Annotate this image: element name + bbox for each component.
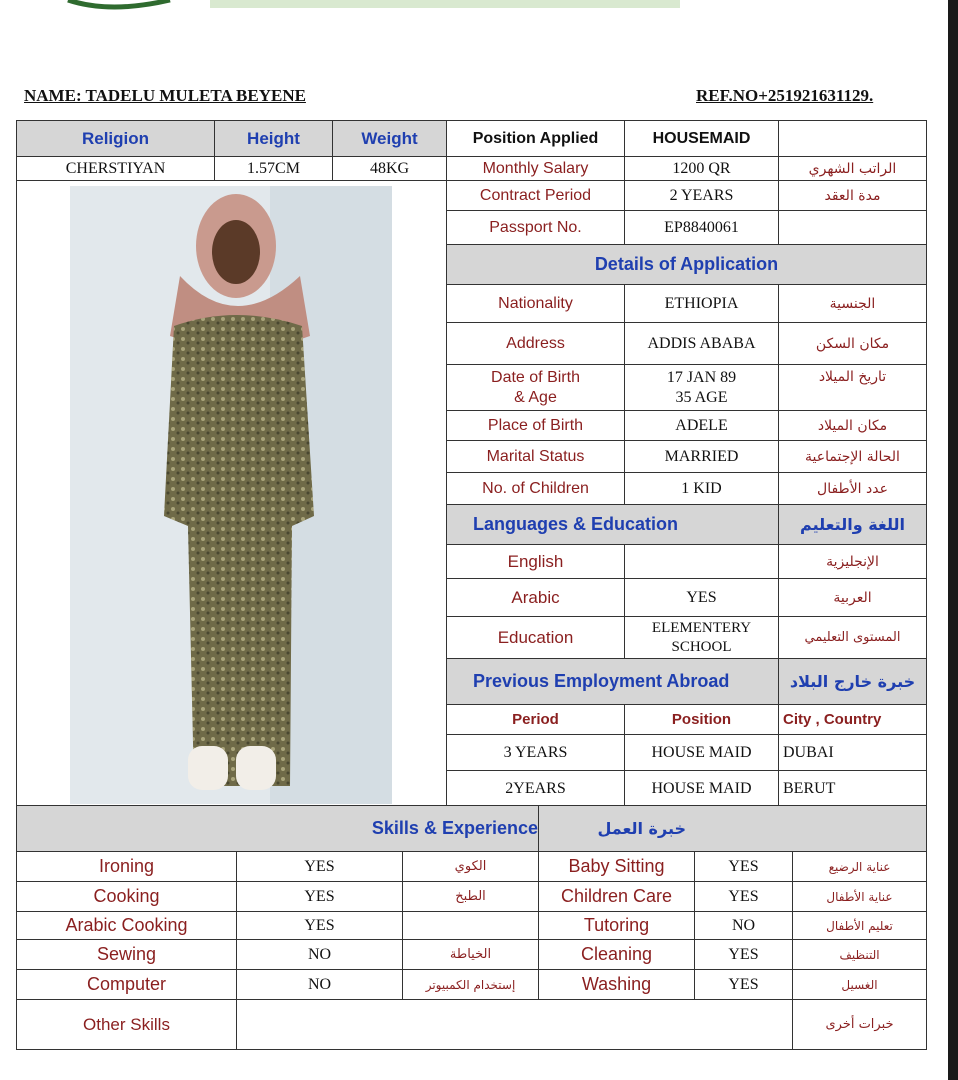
english-ar: الإنجليزية — [779, 545, 927, 579]
skill-label: Arabic Cooking — [17, 912, 237, 940]
contract-period-ar: مدة العقد — [779, 181, 927, 211]
marital-status-value: MARRIED — [625, 441, 779, 473]
education-label: Education — [447, 617, 625, 659]
application-details-table — [446, 120, 927, 807]
skill-ar: إستخدام الكمبيوتر — [403, 970, 539, 1000]
skill-value: YES — [237, 882, 403, 912]
skill-value: NO — [237, 940, 403, 970]
dob-label-line2: & Age — [514, 388, 557, 406]
skill-label: Sewing — [17, 940, 237, 970]
education-ar: المستوى التعليمي — [779, 617, 927, 659]
english-value — [625, 545, 779, 579]
skill-label: Tutoring — [539, 912, 695, 940]
position-applied-value: HOUSEMAID — [625, 121, 779, 157]
skill-ar: الطبخ — [403, 882, 539, 912]
monthly-salary-label: Monthly Salary — [447, 157, 625, 181]
skills-title-ar: خبرة العمل — [539, 806, 927, 852]
address-value: ADDIS ABABA — [625, 323, 779, 365]
skill-label: Washing — [539, 970, 695, 1000]
reference-number: REF.NO+251921631129. — [696, 86, 874, 105]
place-of-birth-value: ADELE — [625, 411, 779, 441]
skill-label: Children Care — [539, 882, 695, 912]
employment-period: 2YEARS — [447, 771, 625, 807]
skill-value: YES — [695, 852, 793, 882]
skill-value: YES — [237, 912, 403, 940]
height-value: 1.57CM — [215, 157, 333, 181]
place-of-birth-ar: مكان الميلاد — [779, 411, 927, 441]
dob-label — [447, 365, 625, 411]
contract-period-label: Contract Period — [447, 181, 625, 211]
monthly-salary-ar: الراتب الشهري — [779, 157, 927, 181]
screen-edge — [948, 0, 958, 1080]
employment-title-ar: خبرة خارج البلاد — [779, 659, 927, 705]
skill-ar: التنظيف — [793, 940, 927, 970]
contract-period-value: 2 YEARS — [625, 181, 779, 211]
dob-ar: تاريخ الميلاد — [779, 365, 927, 411]
agency-logo — [40, 0, 680, 14]
skill-ar — [403, 912, 539, 940]
languages-title-ar: اللغة والتعليم — [779, 505, 927, 545]
skill-row — [17, 912, 927, 940]
dob-age: 35 AGE — [675, 388, 728, 406]
col-position: Position — [625, 705, 779, 735]
children-label: No. of Children — [447, 473, 625, 505]
address-ar: مكان السكن — [779, 323, 927, 365]
skill-ar: الخياطة — [403, 940, 539, 970]
dob-label-line1: Date of Birth — [491, 368, 580, 386]
languages-title: Languages & Education — [447, 505, 779, 545]
dob-value — [625, 365, 779, 411]
other-skills-ar: خبرات أخرى — [793, 1000, 927, 1050]
skills-table — [16, 805, 927, 1050]
skill-row — [17, 970, 927, 1000]
religion-label: Religion — [17, 121, 215, 157]
arabic-ar: العربية — [779, 579, 927, 617]
employment-row — [447, 771, 927, 807]
nationality-value: ETHIOPIA — [625, 285, 779, 323]
weight-label: Weight — [333, 121, 447, 157]
arabic-label: Arabic — [447, 579, 625, 617]
marital-status-label: Marital Status — [447, 441, 625, 473]
children-ar: عدد الأطفال — [779, 473, 927, 505]
skill-row — [17, 852, 927, 882]
employment-city: DUBAI — [779, 735, 927, 771]
skill-ar: عناية الرضيع — [793, 852, 927, 882]
skill-row — [17, 940, 927, 970]
other-skills-label: Other Skills — [17, 1000, 237, 1050]
monthly-salary-value: 1200 QR — [625, 157, 779, 181]
skill-value: YES — [695, 882, 793, 912]
children-value: 1 KID — [625, 473, 779, 505]
skill-label: Ironing — [17, 852, 237, 882]
employment-city: BERUT — [779, 771, 927, 807]
details-title: Details of Application — [447, 245, 927, 285]
skill-ar: تعليم الأطفال — [793, 912, 927, 940]
education-value-line2: SCHOOL — [671, 638, 732, 655]
skill-label: Computer — [17, 970, 237, 1000]
employment-title: Previous Employment Abroad — [447, 659, 779, 705]
candidate-photo — [70, 186, 392, 804]
height-label: Height — [215, 121, 333, 157]
address-label: Address — [447, 323, 625, 365]
skills-title: Skills & Experience — [17, 806, 539, 852]
skill-label: Baby Sitting — [539, 852, 695, 882]
marital-status-ar: الحالة الإجتماعية — [779, 441, 927, 473]
religion-value: CHERSTIYAN — [17, 157, 215, 181]
dob-date: 17 JAN 89 — [666, 368, 737, 386]
other-skills-value — [237, 1000, 793, 1050]
passport-label: Passport No. — [447, 211, 625, 245]
skill-label: Cooking — [17, 882, 237, 912]
english-label: English — [447, 545, 625, 579]
skill-value: YES — [695, 940, 793, 970]
position-applied-label: Position Applied — [447, 121, 625, 157]
position-applied-ar — [779, 121, 927, 157]
skill-value: YES — [237, 852, 403, 882]
skill-value: NO — [237, 970, 403, 1000]
skill-value: NO — [695, 912, 793, 940]
skill-ar: عناية الأطفال — [793, 882, 927, 912]
skill-ar: الغسيل — [793, 970, 927, 1000]
passport-ar — [779, 211, 927, 245]
education-value — [625, 617, 779, 659]
employment-position: HOUSE MAID — [625, 735, 779, 771]
passport-value: EP8840061 — [625, 211, 779, 245]
employment-position: HOUSE MAID — [625, 771, 779, 807]
skill-row — [17, 882, 927, 912]
skill-label: Cleaning — [539, 940, 695, 970]
col-period: Period — [447, 705, 625, 735]
arabic-value: YES — [625, 579, 779, 617]
col-city-country: City , Country — [779, 705, 927, 735]
weight-value: 48KG — [333, 157, 447, 181]
skill-value: YES — [695, 970, 793, 1000]
nationality-label: Nationality — [447, 285, 625, 323]
employment-row — [447, 735, 927, 771]
nationality-ar: الجنسية — [779, 285, 927, 323]
place-of-birth-label: Place of Birth — [447, 411, 625, 441]
education-value-line1: ELEMENTERY — [651, 619, 752, 636]
photo-frame-left — [16, 180, 17, 806]
employment-period: 3 YEARS — [447, 735, 625, 771]
skill-ar: الكوي — [403, 852, 539, 882]
candidate-name: NAME: TADELU MULETA BEYENE — [24, 86, 306, 105]
basic-info-table — [16, 120, 447, 181]
